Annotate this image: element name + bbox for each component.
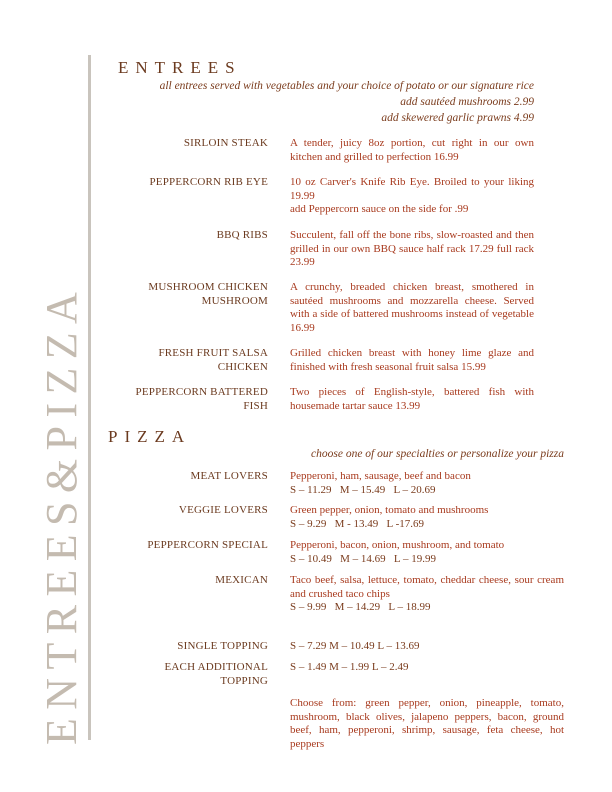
item-prices: S – 10.49 M – 14.69 L – 19.99	[290, 552, 436, 565]
item-name: SIRLOIN STEAK	[183, 137, 268, 149]
item-name: MEAT LOVERS	[190, 470, 268, 482]
topping-name: SINGLE TOPPING	[177, 640, 268, 652]
entrees-heading: ENTREES	[118, 58, 242, 77]
item-description: Taco beef, salsa, lettuce, tomato, cheddar cheese, sour cream and crushed taco chips	[290, 574, 564, 600]
item-description: 10 oz Carver's Knife Rib Eye. Broiled to your liking 19.99	[290, 176, 534, 202]
pizza-note: choose one of our specialties or personalize your pizza	[311, 448, 564, 460]
item-description: Grilled chicken breast with honey lime glaze and finished with fresh seasonal fruit salsa 15.99	[290, 347, 534, 373]
side-title: ENTREES&PIZZA	[37, 283, 86, 745]
item-prices: S – 9.99 M – 14.29 L – 18.99	[290, 601, 431, 613]
entrees-note: all entrees served with vegetables and your choice of potato or our signature rice	[159, 80, 534, 92]
item-description: A tender, juicy 8oz portion, cut right in our own kitchen and grilled to perfection 16.99	[290, 137, 534, 163]
divider-line	[88, 55, 91, 740]
item-name: FRESH FRUIT SALSA CHICKEN	[158, 347, 268, 373]
item-prices: S – 11.29 M – 15.49 L – 20.69	[290, 483, 436, 496]
item-description: Pepperoni, ham, sausage, beef and bacon	[290, 470, 471, 482]
topping-name: EACH ADDITIONAL TOPPING	[164, 661, 268, 687]
topping-prices: S – 7.29 M – 10.49 L – 13.69	[290, 640, 420, 652]
item-name: PEPPERCORN BATTERED FISH	[135, 386, 268, 412]
item-name: MUSHROOM CHICKEN MUSHROOM	[148, 281, 268, 307]
item-name: PEPPERCORN SPECIAL	[147, 539, 268, 551]
item-name: MEXICAN	[215, 574, 268, 586]
item-description: Succulent, fall off the bone ribs, slow-roasted and then grilled in our own BBQ sauce half rack 17.29 full rack 23.99	[290, 229, 534, 268]
item-extra: add Peppercorn sauce on the side for .99	[290, 203, 469, 215]
item-description: Pepperoni, bacon, onion, mushroom, and tomato	[290, 539, 505, 551]
entrees-note: add skewered garlic prawns 4.99	[381, 112, 534, 124]
entrees-notes	[160, 79, 534, 125]
choose-from-text: Choose from: green pepper, onion, pineapple, tomato, mushroom, black olives, jalapeno peppers, bacon, ground beef, ham, pepperoni, shrimp, sausage, feta cheese, hot peppers	[290, 697, 564, 750]
item-description: Two pieces of English-style, battered fish with housemade tartar sauce 13.99	[290, 386, 534, 412]
item-description: Green pepper, onion, tomato and mushrooms	[290, 504, 489, 516]
item-prices: S – 9.29 M - 13.49 L -17.69	[290, 517, 425, 530]
entrees-note: add sautéed mushrooms 2.99	[400, 96, 534, 108]
item-name: BBQ RIBS	[216, 229, 268, 241]
item-name: PEPPERCORN RIB EYE	[149, 176, 268, 188]
item-name: VEGGIE LOVERS	[178, 504, 268, 516]
topping-prices: S – 1.49 M – 1.99 L – 2.49	[290, 661, 409, 673]
pizza-heading: PIZZA	[108, 427, 192, 446]
item-description: A crunchy, breaded chicken breast, smothered in sautéed mushrooms and mozzarella cheese. Served with a side of battered mushrooms instead of vegetable 16.99	[290, 281, 534, 334]
